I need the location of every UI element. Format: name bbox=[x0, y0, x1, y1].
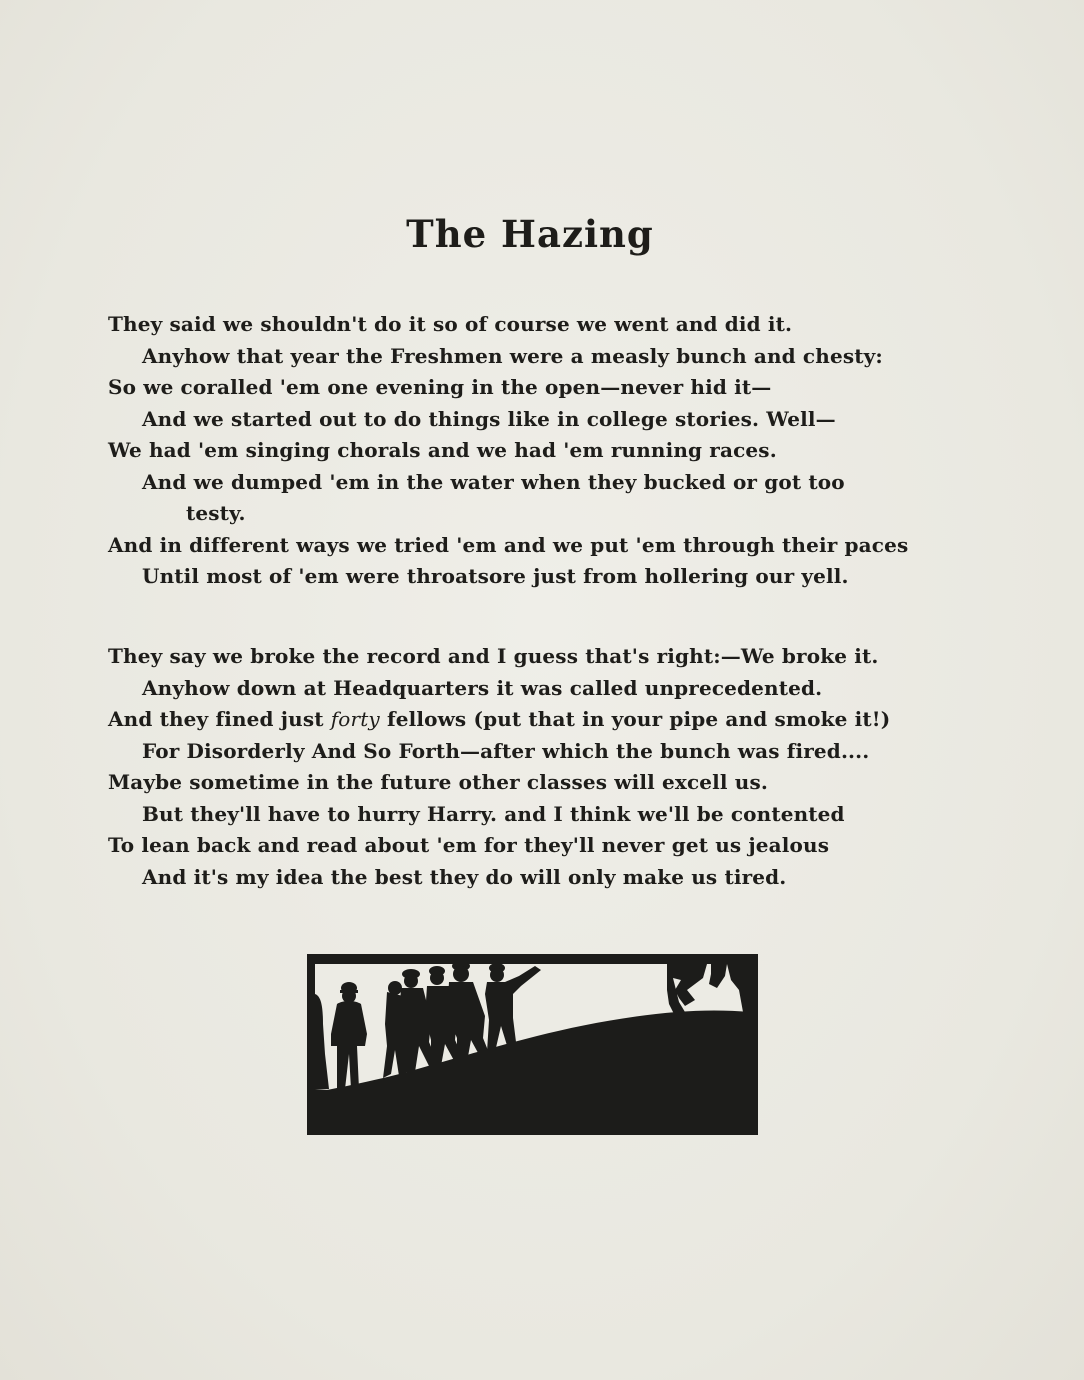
poem-line: And we started out to do things like in college stories. Well— bbox=[142, 406, 836, 431]
poem-stanza-2 bbox=[108, 641, 988, 893]
poem-line: For Disorderly And So Forth—after which the bunch was fired.... bbox=[142, 738, 870, 763]
poem-line: Anyhow down at Headquarters it was called unprecedented. bbox=[142, 675, 823, 700]
poem-line: Anyhow that year the Freshmen were a measly bunch and chesty: bbox=[142, 343, 883, 368]
poem-line: And it's my idea the best they do will only make us tired. bbox=[142, 864, 787, 889]
poem-line bbox=[108, 704, 988, 736]
poem-line-part: And they fined just bbox=[108, 707, 331, 731]
poem-line: And in different ways we tried 'em and we put 'em through their paces bbox=[108, 532, 909, 557]
poem-line: But they'll have to hurry Harry. and I think we'll be contented bbox=[142, 801, 845, 826]
poem-line: Maybe sometime in the future other classes will excell us. bbox=[108, 770, 768, 794]
poem-line: Until most of 'em were throatsore just from hollering our yell. bbox=[142, 564, 849, 588]
poem-line: testy. bbox=[186, 501, 246, 525]
poem-line: They said we shouldn't do it so of course we went and did it. bbox=[108, 312, 793, 336]
poem-line: They say we broke the record and I guess that's right:—We broke it. bbox=[108, 644, 879, 668]
poem-italic-word: forty bbox=[330, 707, 380, 731]
poem-line: To lean back and read about 'em for they'll never get us jealous bbox=[108, 833, 830, 857]
poem-title: The Hazing bbox=[406, 212, 654, 256]
poem-line: And we dumped 'em in the water when they bucked or got too bbox=[142, 469, 845, 494]
poem-stanza-1 bbox=[108, 309, 988, 593]
poem-line-part: fellows (put that in your pipe and smoke it!) bbox=[379, 707, 891, 731]
silhouette-figures-hill-illustration bbox=[307, 954, 758, 1135]
poem-line: We had 'em singing chorals and we had 'em running races. bbox=[108, 438, 777, 462]
silhouette-illustration-svg bbox=[307, 954, 758, 1135]
poem-line: So we coralled 'em one evening in the open—never hid it— bbox=[108, 375, 772, 399]
